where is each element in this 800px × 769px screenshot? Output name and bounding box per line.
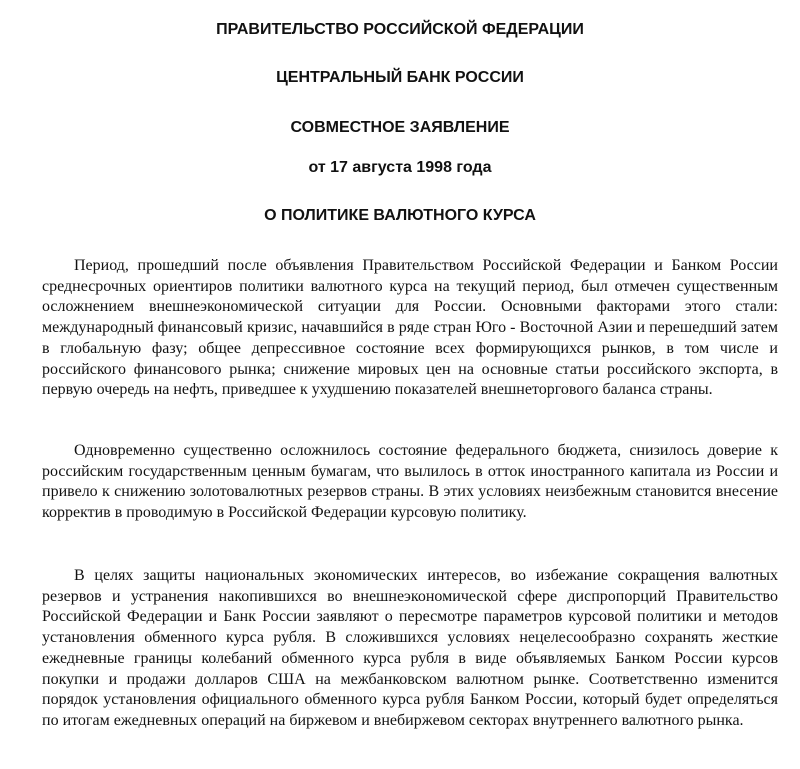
- paragraph-2-block: [42, 441, 778, 524]
- heading-government: ПРАВИТЕЛЬСТВО РОССИЙСКОЙ ФЕДЕРАЦИИ: [216, 21, 584, 38]
- paragraph-3: В целях защиты национальных экономических интересов, во избежание сокращения валютных резервов и устранения накопившихся во внешнеэкономической сфере диспропорций Правительство Российской Федерации и Банк России заявляют о пересмотре параметров курсовой политики и методов установления обменного курса рубля. В сложившихся условиях нецелесообразно сохранять жесткие ежедневные границы колебаний обменного курса рубля в виде объявляемых Банком России курсов покупки и продажи долларов США на межбанковском валютном рынке. Соответственно изменится порядок установления официального обменного курса рубля Банком России, который будет определяться по итогам ежедневных операций на биржевом и внебиржевом секторах внутреннего валютного рынка.: [42, 567, 778, 729]
- heading-central-bank: ЦЕНТРАЛЬНЫЙ БАНК РОССИИ: [276, 69, 524, 86]
- heading-date: от 17 августа 1998 года: [308, 159, 492, 176]
- heading-subject: О ПОЛИТИКЕ ВАЛЮТНОГО КУРСА: [264, 207, 536, 224]
- paragraph-1-block: [42, 256, 778, 401]
- heading-joint-statement: СОВМЕСТНОЕ ЗАЯВЛЕНИЕ: [290, 119, 510, 136]
- paragraph-2: Одновременно существенно осложнилось состояние федерального бюджета, снизилось доверие к российским государственным ценным бумагам, что вылилось в отток иностранного капитала из России и привело к снижению золотовалютных резервов страны. В этих условиях неизбежным становится внесение корректив в проводимую в Российской Федерации курсовую политику.: [42, 442, 778, 522]
- paragraph-3-block: [42, 566, 778, 732]
- paragraph-1: Период, прошедший после объявления Правительством Российской Федерации и Банком России среднесрочных ориентиров политики валютного курса на текущий период, был отмечен существенным осложнением внешнеэкономической ситуации для России. Основными факторами этого стали: международный финансовый кризис, начавшийся в ряде стран Юго - Восточной Азии и перешедший затем в глобальную фазу; общее депрессивное состояние всех формирующихся рынков, в том числе и российского финансового рынка; снижение мировых цен на основные статьи российского экспорта, в первую очередь на нефть, приведшее к ухудшению показателей внешнеторгового баланса страны.: [42, 257, 778, 399]
